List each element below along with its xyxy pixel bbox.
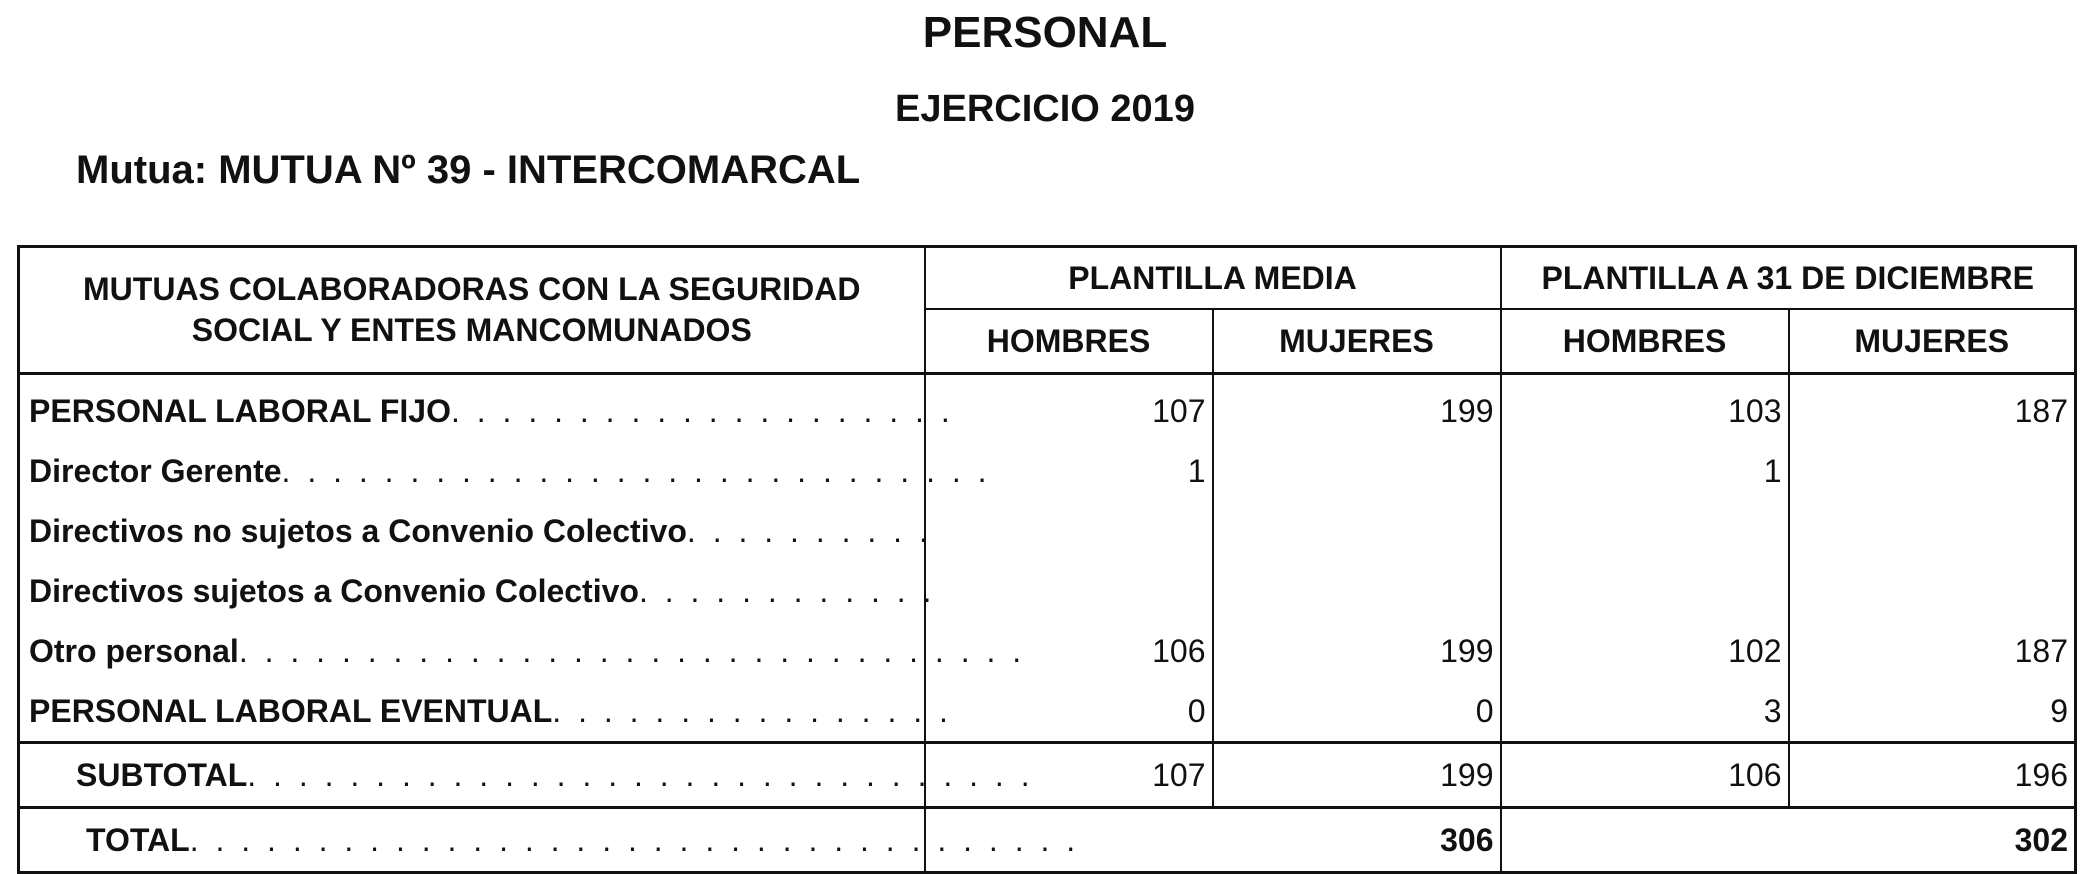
cell-diciembre-hombres: 1 [1501,441,1789,501]
subtotal-media-hombres: 107 [925,743,1213,808]
header-media-mujeres: MUJERES [1213,309,1501,374]
cell-media-mujeres [1213,441,1501,501]
subtotal-diciembre-hombres: 106 [1501,743,1789,808]
header-diciembre-hombres: HOMBRES [1501,309,1789,374]
total-label: TOTAL. . . . . . . . . . . . . . . . . . . . . . . . . . . . . . . . . . . [19,808,925,873]
cell-media-hombres: 107 [925,374,1213,442]
cell-diciembre-hombres [1501,501,1789,561]
row-label: Directivos no sujetos a Convenio Colectivo. . . . . . . . . . [19,501,925,561]
cell-media-mujeres [1213,561,1501,621]
table-row [19,621,2076,681]
table-row [19,441,2076,501]
total-plantilla-diciembre: 302 [1501,808,2076,873]
total-row [19,808,2076,873]
cell-media-hombres: 1 [925,441,1213,501]
cell-media-mujeres [1213,501,1501,561]
cell-diciembre-mujeres: 9 [1789,681,2076,743]
page-subtitle: EJERCICIO 2019 [895,88,1195,130]
cell-media-mujeres: 199 [1213,374,1501,442]
subtotal-row [19,743,2076,808]
subtotal-diciembre-mujeres: 196 [1789,743,2076,808]
cell-diciembre-hombres [1501,561,1789,621]
total-plantilla-media: 306 [925,808,1501,873]
table-row [19,374,2076,442]
cell-diciembre-mujeres: 187 [1789,621,2076,681]
subtotal-media-mujeres: 199 [1213,743,1501,808]
cell-media-hombres [925,501,1213,561]
row-label: Directivos sujetos a Convenio Colectivo. . . . . . . . . . . . [19,561,925,621]
cell-media-mujeres: 199 [1213,621,1501,681]
personal-table [17,245,2077,874]
subtotal-label: SUBTOTAL. . . . . . . . . . . . . . . . . . . . . . . . . . . . . . . [19,743,925,808]
table-header-main: MUTUAS COLABORADORAS CON LA SEGURIDAD SOCIAL Y ENTES MANCOMUNADOS [19,247,925,374]
row-label: Director Gerente. . . . . . . . . . . . . . . . . . . . . . . . . . . . [19,441,925,501]
cell-media-hombres: 0 [925,681,1213,743]
row-label: PERSONAL LABORAL FIJO. . . . . . . . . . . . . . . . . . . . [19,374,925,442]
cell-media-hombres: 106 [925,621,1213,681]
header-plantilla-media: PLANTILLA MEDIA [925,247,1501,310]
row-label: Otro personal. . . . . . . . . . . . . . . . . . . . . . . . . . . . . . . [19,621,925,681]
cell-diciembre-mujeres [1789,561,2076,621]
cell-media-mujeres: 0 [1213,681,1501,743]
header-media-hombres: HOMBRES [925,309,1213,374]
table-row [19,501,2076,561]
cell-diciembre-mujeres: 187 [1789,374,2076,442]
table-row [19,561,2076,621]
mutua-name: Mutua: MUTUA Nº 39 - INTERCOMARCAL [76,148,861,192]
cell-media-hombres [925,561,1213,621]
page-title: PERSONAL [922,8,1168,57]
cell-diciembre-hombres: 102 [1501,621,1789,681]
header-diciembre-mujeres: MUJERES [1789,309,2076,374]
header-plantilla-diciembre: PLANTILLA A 31 DE DICIEMBRE [1501,247,2076,310]
cell-diciembre-hombres: 103 [1501,374,1789,442]
table-row [19,681,2076,743]
cell-diciembre-mujeres [1789,441,2076,501]
cell-diciembre-mujeres [1789,501,2076,561]
cell-diciembre-hombres: 3 [1501,681,1789,743]
row-label: PERSONAL LABORAL EVENTUAL. . . . . . . . . . . . . . . . [19,681,925,743]
